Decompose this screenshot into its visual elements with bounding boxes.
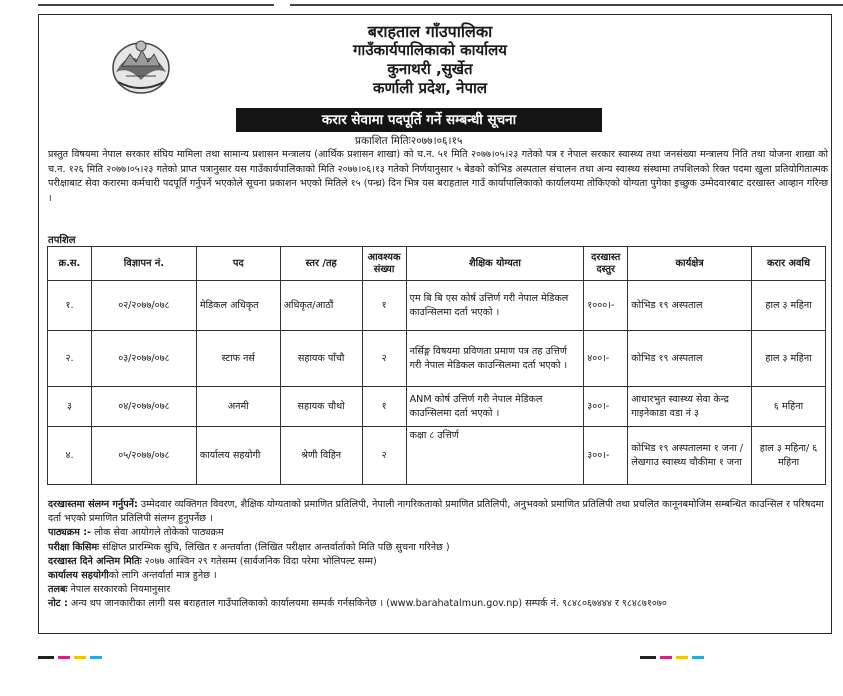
office-assistant-line xyxy=(48,569,828,583)
salary-label: तलबः xyxy=(48,584,68,596)
header-cell-qualification: शैक्षिक योग्यता xyxy=(406,247,584,281)
dash-segment xyxy=(38,656,54,659)
salary-line xyxy=(48,583,828,597)
header-cell-ad-no: विज्ञापन नं. xyxy=(91,247,196,281)
office-assistant-text: को लागि अन्तर्वार्ता मात्र हुनेछ । xyxy=(108,570,217,582)
cell-count: १ xyxy=(362,387,406,427)
attachments-line xyxy=(48,498,828,526)
cell-ad-no: ०२/२०७७/०७८ xyxy=(91,281,196,331)
cell-ad-no: ०४/२०७७/०७८ xyxy=(91,387,196,427)
exam-label: परीक्षा किसिमः xyxy=(48,541,100,553)
cell-ad-no: ०५/२०७७/०७८ xyxy=(91,427,196,485)
cell-workplace: कोभिड १९ अस्पतालमा १ जना / लेखगाउ स्वास्थ्य चौकीमा १ जना xyxy=(628,427,752,485)
note-line xyxy=(48,597,828,611)
syllabus-text: लोक सेवा आयोगले तोकेको पाठ्यक्रम xyxy=(91,527,224,539)
cell-level: अधिकृत/आठौं xyxy=(280,281,362,331)
cell-level: श्रेणी विहिन xyxy=(280,427,362,485)
cell-duration: हाल ३ महिना xyxy=(752,331,826,387)
table-row xyxy=(48,281,826,331)
syllabus-label: पाठ्यक्रम :- xyxy=(48,527,92,539)
header-cell-count: आवश्यक संख्या xyxy=(362,247,406,281)
exam-text: संक्षिप्त प्रारम्भिक सुचि, लिखित र अन्तर्वाता (लिखित परीक्षार अन्तर्वार्ताको मिति पछि सुचना गरिनेछ ) xyxy=(99,541,450,553)
top-rule xyxy=(38,0,274,6)
nepal-emblem-icon xyxy=(108,36,174,96)
province-name: कर्णाली प्रदेश, नेपाल xyxy=(372,79,488,97)
cell-fee: ३००।- xyxy=(584,387,628,427)
header-cell-sn: क्र.स. xyxy=(48,247,92,281)
published-date: प्रकाशित मितिः२०७७।०६।१५ xyxy=(355,135,463,147)
note-text: अन्य थप जानकारीका लागी यस बराहताल गाउँपालिकाको कार्यालयमा सम्पर्क गर्नसकिनेछ । (www.barahatalmun.gov.np) सम्पर्क नं. ९८४८०६७४४४ र ९८४८७१०७० xyxy=(67,598,667,610)
dash-segment xyxy=(90,656,102,659)
notice-title: करार सेवामा पदपूर्ति गर्ने सम्बन्धी सूचना xyxy=(236,108,602,132)
table-row xyxy=(48,387,826,427)
cell-ad-no: ०३/२०७७/०७८ xyxy=(91,331,196,387)
cell-post: स्टाफ नर्स xyxy=(196,331,280,387)
header-cell-workplace: कार्यक्षेत्र xyxy=(628,247,752,281)
deadline-text: २०७७ आश्विन २९ गतेसम्म (सार्वजनिक विदा परेमा भोलिपल्ट सम्म) xyxy=(141,555,377,567)
office-name: गाउँकार्यपालिकाको कार्यालय xyxy=(352,41,507,59)
cell-count: २ xyxy=(362,427,406,485)
cell-count: १ xyxy=(362,281,406,331)
dash-segment xyxy=(74,656,86,659)
dash-segment xyxy=(676,656,688,659)
deadline-line xyxy=(48,555,828,569)
dash-segment xyxy=(58,656,70,659)
list-label: तपशिल xyxy=(48,235,76,246)
cell-qualification: एम बि बि एस कोर्ष उत्तिर्ण गरी नेपाल मेडिकल काउन्सिलमा दर्ता भएको । xyxy=(406,281,584,331)
vacancy-table xyxy=(47,246,826,485)
header-cell-duration: करार अवधि xyxy=(752,247,826,281)
cell-fee: ३००।- xyxy=(584,427,628,485)
header-cell-post: पद xyxy=(196,247,280,281)
color-dash-left xyxy=(38,656,118,659)
cell-fee: ४००।- xyxy=(584,331,628,387)
cell-post: मेडिकल अधिकृत xyxy=(196,281,280,331)
cell-sn: २. xyxy=(48,331,92,387)
municipality-name: बराहताल गाँउपालिका xyxy=(367,22,493,41)
exam-line xyxy=(48,541,828,555)
table-row xyxy=(48,331,826,387)
color-dash-right xyxy=(640,656,720,659)
cell-fee: १०००।- xyxy=(584,281,628,331)
attachments-text: उम्मेदवार व्यक्तिगत विवरण, शैक्षिक योग्यताको प्रमाणित प्रतिलिपी, नेपाली नागरिकताको प्रमाणित प्रतिलिपी, अनुभवको प्रमाणित प्रतिलिपी तथा प्रचलित कानूनबमोजिम सम्बन्धित काउन्सिल र परिषदमा दर्ता भएको प्रमाणित प्रतिलिपी संलग्न हुनुपर्नेछ । xyxy=(48,499,824,525)
cell-duration: ६ महिना xyxy=(752,387,826,427)
deadline-label: दरखास्त दिने अन्तिम मितिः xyxy=(48,555,142,567)
cell-level: सहायक पाँचौ xyxy=(280,331,362,387)
cell-count: २ xyxy=(362,331,406,387)
notice-footer xyxy=(48,498,828,612)
cell-sn: ३ xyxy=(48,387,92,427)
attachments-label: दरखास्तमा संलग्न गर्नुपर्ने: xyxy=(48,499,138,510)
table-row xyxy=(48,427,826,485)
cell-workplace: आधारभुत स्वास्थ्य सेवा केन्द्र गाइनेकाडा वडा नं ३ xyxy=(628,387,752,427)
salary-text: नेपाल सरकारको नियमानुसार xyxy=(67,584,171,596)
dash-segment xyxy=(660,656,672,659)
top-rule xyxy=(290,4,843,6)
office-header xyxy=(220,22,640,98)
syllabus-line xyxy=(48,526,828,540)
dash-segment xyxy=(640,656,656,659)
cell-qualification: कक्षा ८ उत्तिर्ण xyxy=(406,427,584,485)
cell-post: अनमी xyxy=(196,387,280,427)
cell-workplace: कोभिड १९ अस्पताल xyxy=(628,281,752,331)
cell-duration: हाल ३ महिना/ ६ महिना xyxy=(752,427,826,485)
cell-workplace: कोभिड १९ अस्पताल xyxy=(628,331,752,387)
header-cell-fee: दरखास्त दस्तुर xyxy=(584,247,628,281)
cell-sn: १. xyxy=(48,281,92,331)
cell-post: कार्यालय सहयोगी xyxy=(196,427,280,485)
intro-paragraph: प्रस्तुत विषयमा नेपाल सरकार संघिय मामिला तथा सामान्य प्रशासन मन्त्रालय (आर्थिक प्रशासन शाखा) को च.न. ५१ मिति २०७७।०५।२३ गतेको पत्र र नेपाल सरकार स्वास्थ्य तथा जनसंख्या मन्त्रालय निति तथा योजना शाखा को च.न. १२६ मिति २०७७।०५।२३ गतेको प्राप्त पत्रानुसार यस गाउँकार्यपालिकाको मिति २०७७।०६।१३ गतेको निर्णयानुसार ५ बेडको कोभिड अस्पताल संचालन तथा अन्य स्वास्थ्य संस्थामा तपशिलको रिक्त पदमा खुला प्रतियोगितात्मक परीक्षाबाट सेवा करारमा कर्मचारी पदपूर्ति गर्नुपर्ने भएकोले सूचना प्रकाशन भएको मितिले १५ (पन्ध्र) दिन भित्र यस बराहताल गाउँ कार्यापालिकाको कार्यालयमा तोकिएको योग्यता पुगेका इच्छुक उम्मेदवारबाट दरखास्त आव्हान गरिन्छ । xyxy=(48,149,828,204)
header-cell-level: स्तर /तह xyxy=(280,247,362,281)
note-label: नोट : xyxy=(48,598,68,610)
table-header-row xyxy=(48,247,826,281)
office-location: कुनाथरी ,सुर्खेत xyxy=(387,60,473,78)
cell-qualification: नर्सिङ्ग विषयमा प्रविणता प्रमाण पत्र तह उत्तिर्ण गरी नेपाल मेडिकल काउन्सिलमा दर्ता भएको । xyxy=(406,331,584,387)
cell-level: सहायक चौथो xyxy=(280,387,362,427)
cell-duration: हाल ३ महिना xyxy=(752,281,826,331)
dash-segment xyxy=(692,656,704,659)
office-assistant-label: कार्यालय सहयोगी xyxy=(48,570,109,582)
cell-sn: ४. xyxy=(48,427,92,485)
cell-qualification: ANM कोर्ष उत्तिर्ण गरी नेपाल मेडिकल काउन्सिलमा दर्ता भएको । xyxy=(406,387,584,427)
